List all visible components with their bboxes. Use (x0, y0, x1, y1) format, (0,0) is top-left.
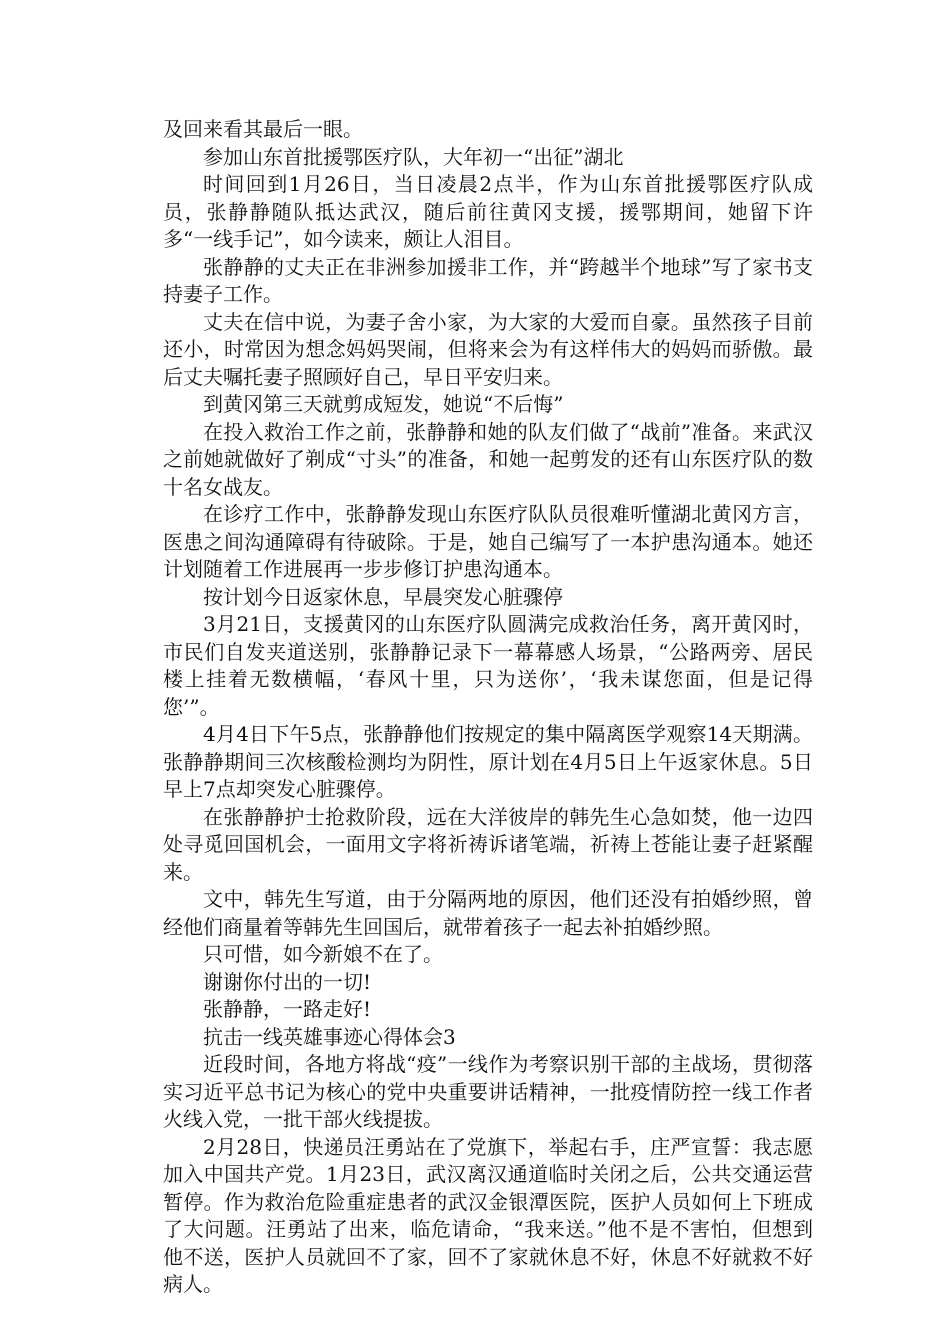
paragraph-5: 丈夫在信中说，为妻子舍小家，为大家的大爱而自豪。虽然孩子目前还小，时常因为想念妈妈哭闹，但将来会为有这样伟大的妈妈而骄傲。最后丈夫嘱托妻子照顾好自己，早日平安归来。 (163, 309, 813, 389)
paragraph-14: 只可惜，如今新娘不在了。 (203, 942, 443, 966)
paragraph-8: 在诊疗工作中，张静静发现山东医疗队队员很难听懂湖北黄冈方言，医患之间沟通障碍有待破除。于是，她自己编写了一本护患沟通本。她还计划随着工作进展再一步步修订护患沟通本。 (163, 502, 813, 581)
paragraph-4: 张静静的丈夫正在非洲参加援非工作，并“跨越半个地球”写了家书支持妻子工作。 (163, 254, 813, 306)
paragraph-3: 时间回到1月26日，当日凌晨2点半，作为山东首批援鄂医疗队成员，张静静随队抵达武汉，随后前往黄冈支援，援鄂期间，她留下许多“一线手记”，如今读来，颇让人泪目。 (163, 172, 813, 251)
section-heading-short-hair: 到黄冈第三天就剪成短发，她说“不后悔” (203, 392, 564, 416)
paragraph-18: 近段时间，各地方将战“疫”一线作为考察识别干部的主战场，贯彻落实习近平总书记为核心的党中央重要讲话精神，一批疫情防控一线工作者火线入党，一批干部火线提拔。 (163, 1052, 813, 1131)
section-heading-essay-3: 抗击一线英雄事迹心得体会3 (203, 1024, 456, 1049)
paragraph-11: 4月4日下午5点，张静静他们按规定的集中隔离医学观察14天期满。张静静期间三次核酸检测均为阴性，原计划在4月5日上午返家休息。5日早上7点却突发心脏骤停。 (163, 722, 813, 801)
paragraph-1: 及回来看其最后一眼。 (163, 117, 363, 141)
paragraph-12: 在张静静护士抢救阶段，远在大洋彼岸的韩先生心急如焚，他一边四处寻觅回国机会，一面用文字将祈祷诉诸笔端，祈祷上苍能让妻子赶紧醒来。 (163, 804, 813, 884)
section-heading-first-batch: 参加山东首批援鄂医疗队，大年初一“出征”湖北 (203, 144, 624, 169)
paragraph-19: 2月28日，快递员汪勇站在了党旗下，举起右手，庄严宣誓：我志愿加入中国共产党。1月23日，武汉离汉通道临时关闭之后，公共交通运营暂停。作为救治危险重症患者的武汉金银潭医院，医护人员如何上下班成了大问题。汪勇站了出来，临危请命，“我来送。”他不是不害怕，但想到他不送，医护人员就回不了家，回不了家就休息不好，休息不好就救不好病人。 (163, 1134, 813, 1296)
document-body (163, 116, 813, 1299)
paragraph-15: 谢谢你付出的一切! (203, 969, 372, 994)
paragraph-7: 在投入救治工作之前，张静静和她的队友们做了“战前”准备。来武汉之前她就做好了剃成“寸头”的准备，和她一起剪发的还有山东医疗队的数十名女战友。 (163, 419, 813, 499)
paragraph-10: 3月21日，支援黄冈的山东医疗队圆满完成救治任务，离开黄冈时，市民们自发夹道送别，张静静记录下一幕幕感人场景，“公路两旁、居民楼上挂着无数横幅，‘春风十里，只为送你’，‘我未谋您面，但是记得您’”。 (163, 612, 813, 719)
paragraph-16: 张静静，一路走好! (203, 997, 372, 1021)
section-heading-cardiac-arrest: 按计划今日返家休息，早晨突发心脏骤停 (203, 584, 563, 609)
paragraph-13: 文中，韩先生写道，由于分隔两地的原因，他们还没有拍婚纱照，曾经他们商量着等韩先生回国后，就带着孩子一起去补拍婚纱照。 (163, 887, 813, 939)
